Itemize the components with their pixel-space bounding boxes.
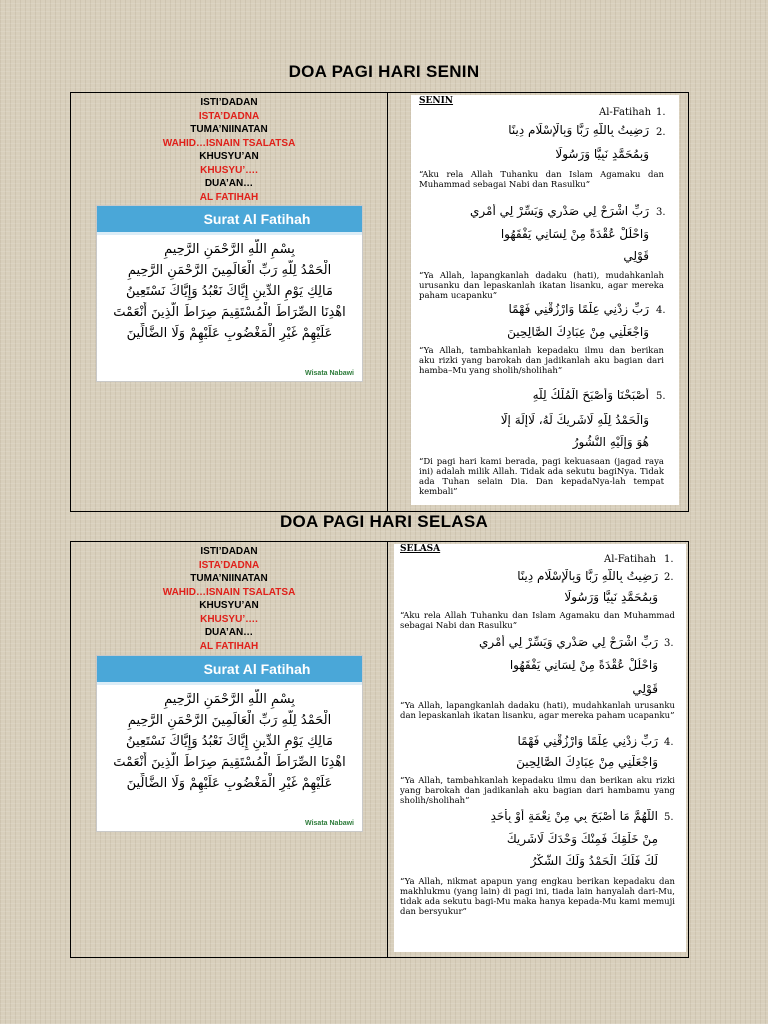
arabic-line: وَاحْلُلْ عُقْدَةً مِنْ لِسَانِي يَفْقَهُوا	[509, 658, 658, 672]
arabic-line: اهْدِنَا الصِّرَاطَ الْمُسْتَقِيمَ صِرَاطَ الَّذِينَ أَنْعَمْتَ	[113, 305, 346, 320]
arabic-line: قَوْلِي	[632, 682, 658, 696]
step-item: DUA’AN…	[204, 178, 254, 189]
column-divider	[387, 542, 388, 957]
column-divider	[387, 93, 388, 511]
card-header: Surat Al Fatihah	[97, 206, 362, 235]
arabic-line: رَضِيتُ بِاللَّهِ رَبًّا وَبِالْإِسْلَامِ دِينًا	[508, 123, 649, 137]
item-title: Al-Fatihah	[604, 554, 657, 565]
step-item: TUMA’NIINATAN	[190, 124, 268, 135]
step-item: ISTA’DADNA	[198, 110, 260, 122]
watermark: Wisata Nabawi	[305, 370, 354, 377]
fatihah-card	[96, 205, 363, 382]
page-header: SENIN	[419, 96, 454, 106]
left-column	[71, 93, 387, 377]
translation: “Di pagi hari kami berada, pagi kekuasaan (jagad raya ini) adalah milik Allah. Tidak ada sekutu bagiNya. Tidak ada Tuhan selain Dia. Dan kepadaNya-lah tempat kembali”	[419, 457, 664, 497]
item-number: 5.	[656, 391, 666, 402]
arabic-line: الْحَمْدُ لِلَّهِ رَبِّ الْعَالَمِينَ الرَّحْمَنِ الرَّحِيمِ	[127, 263, 332, 278]
arabic-line: رَبِّ زِدْنِي عِلْمًا وَارْزُقْنِي فَهْمًا	[508, 302, 649, 316]
step-item: TUMA’NIINATAN	[190, 573, 268, 584]
item-number: 5.	[664, 812, 674, 823]
arabic-line: هُوَ وَإِلَيْهِ النُّشُورُ	[572, 435, 649, 449]
step-item: ISTA’DADNA	[198, 559, 260, 571]
arabic-line: وَبِمُحَمَّدٍ نَبِيًّا وَرَسُولًا	[555, 147, 649, 161]
card-body	[97, 685, 362, 794]
arabic-line: بِسْمِ اللَّهِ الرَّحْمَنِ الرَّحِيمِ	[164, 242, 295, 257]
step-item: ISTI’DADAN	[200, 97, 258, 108]
arabic-line: اللَّهُمَّ مَا أَصْبَحَ بِي مِنْ نِعْمَةٍ أَوْ بِأَحَدٍ	[490, 809, 658, 823]
step-item: AL FATIHAH	[199, 640, 259, 652]
card-header: Surat Al Fatihah	[97, 656, 362, 685]
step-item: DUA’AN…	[204, 627, 254, 638]
arabic-line: رَبِّ اشْرَحْ لِي صَدْرِي وَيَسِّرْ لِي أَمْرِي	[470, 204, 649, 218]
item-number: 2.	[664, 572, 674, 583]
item-number: 1.	[664, 554, 674, 565]
arabic-line: لَكَ فَلَكَ الْحَمْدُ وَلَكَ الشُّكْرُ	[530, 854, 658, 868]
arabic-line: أَصْبَحْنَا وَأَصْبَحَ الْمُلْكُ لِلَّهِ	[532, 388, 649, 402]
arabic-line: مِنْ خَلْقِكَ فَمِنْكَ وَحْدَكَ لَاشَرِيكَ	[506, 832, 658, 846]
fatihah-card	[96, 655, 363, 832]
arabic-line: وَاجْعَلْنِي مِنْ عِبَادِكَ الصَّالِحِينَ	[516, 755, 658, 769]
arabic-line: رَضِيتُ بِاللَّهِ رَبًّا وَبِالْإِسْلَامِ دِينًا	[517, 569, 658, 583]
card-body	[97, 235, 362, 344]
section-box	[70, 541, 689, 958]
arabic-line: قَوْلِي	[623, 249, 649, 263]
arabic-line: وَاحْلُلْ عُقْدَةً مِنْ لِسَانِي يَفْقَهُوا	[500, 227, 649, 241]
section-title: DOA PAGI HARI SELASA	[279, 512, 489, 531]
translation: “Ya Allah, tambahkanlah kepadaku ilmu dan berikan aku rizki yang barokah dan jadikanlah aku bagian dari hamba–Mu yang sholih/sholihah”	[419, 346, 664, 376]
item-number: 2.	[656, 127, 666, 138]
item-number: 4.	[664, 737, 674, 748]
scanned-page	[411, 95, 679, 505]
watermark: Wisata Nabawi	[305, 820, 354, 827]
arabic-line: وَالْحَمْدُ لِلَّهِ لَاشَرِيكَ لَهُ، لَاإِلَهَ إِلَّا	[500, 413, 649, 427]
step-item: ISTI’DADAN	[200, 546, 258, 557]
step-item: AL FATIHAH	[199, 191, 259, 203]
translation: “Ya Allah, tambahkanlah kepadaku ilmu dan berikan aku rizki yang barokah dan jadikanlah aku bagian dari hambamu yang sholih/sholihah”	[400, 776, 675, 806]
translation: “Ya Allah, nikmat apapun yang engkau berikan kepadaku dan makhlukmu (yang lain) di pagi ini, tiada lain hanyalah dari-Mu, tidak ada sekutu bagi-Mu maka hanya kepada-Mu kami memuji dan bersyukur”	[400, 877, 675, 917]
step-item: WAHID…ISNAIN TSALATSA	[162, 137, 296, 149]
item-number: 3.	[656, 207, 666, 218]
translation: “Aku rela Allah Tuhanku dan Islam Agamaku dan Muhammad sebagai Nabi dan Rasulku”	[400, 611, 675, 631]
arabic-line: عَلَيْهِمْ غَيْرِ الْمَغْضُوبِ عَلَيْهِمْ وَلَا الضَّالِّينَ	[126, 326, 333, 341]
step-list	[71, 93, 387, 204]
arabic-line: وَاجْعَلْنِي مِنْ عِبَادِكَ الصَّالِحِينَ	[507, 325, 649, 339]
step-item: KHUSYU’….	[200, 164, 258, 176]
step-item: KHUSYU’AN	[199, 151, 259, 162]
arabic-line: عَلَيْهِمْ غَيْرِ الْمَغْضُوبِ عَلَيْهِمْ وَلَا الضَّالِّينَ	[126, 776, 333, 791]
arabic-line: وَبِمُحَمَّدٍ نَبِيًّا وَرَسُولًا	[564, 590, 658, 604]
item-number: 1.	[656, 107, 666, 118]
step-item: KHUSYU’….	[200, 613, 258, 625]
scanned-page	[394, 544, 686, 952]
arabic-line: مَالِكِ يَوْمِ الدِّينِ إِيَّاكَ نَعْبُدُ وَإِيَّاكَ نَسْتَعِينُ	[126, 284, 333, 299]
step-list	[71, 542, 387, 653]
arabic-line: رَبِّ زِدْنِي عِلْمًا وَارْزُقْنِي فَهْمًا	[517, 734, 658, 748]
step-item: WAHID…ISNAIN TSALATSA	[162, 586, 296, 598]
translation: “Ya Allah, lapangkanlah dadaku (hati), mudahkanlah urusanku dan lepaskanlah ikatan lisanku, agar mereka paham ucapanku”	[400, 701, 675, 721]
arabic-line: بِسْمِ اللَّهِ الرَّحْمَنِ الرَّحِيمِ	[164, 692, 295, 707]
item-number: 4.	[656, 305, 666, 316]
section-box	[70, 92, 689, 512]
translation: “Ya Allah, lapangkanlah dadaku (hati), mudahkanlah urusanku dan lepaskanlah ikatan lisanku, agar mereka paham ucapanku”	[419, 271, 664, 301]
arabic-line: رَبِّ اشْرَحْ لِي صَدْرِي وَيَسِّرْ لِي أَمْرِي	[479, 635, 658, 649]
section-title: DOA PAGI HARI SENIN	[288, 62, 480, 81]
arabic-line: اهْدِنَا الصِّرَاطَ الْمُسْتَقِيمَ صِرَاطَ الَّذِينَ أَنْعَمْتَ	[113, 755, 346, 770]
translation: “Aku rela Allah Tuhanku dan Islam Agamaku dan Muhammad sebagai Nabi dan Rasulku”	[419, 170, 664, 190]
item-number: 3.	[664, 638, 674, 649]
step-item: KHUSYU’AN	[199, 600, 259, 611]
arabic-line: الْحَمْدُ لِلَّهِ رَبِّ الْعَالَمِينَ الرَّحْمَنِ الرَّحِيمِ	[127, 713, 332, 728]
page-header: SELASA	[400, 544, 441, 554]
left-column	[71, 542, 387, 827]
arabic-line: مَالِكِ يَوْمِ الدِّينِ إِيَّاكَ نَعْبُدُ وَإِيَّاكَ نَسْتَعِينُ	[126, 734, 333, 749]
item-title: Al-Fatihah	[599, 107, 652, 118]
